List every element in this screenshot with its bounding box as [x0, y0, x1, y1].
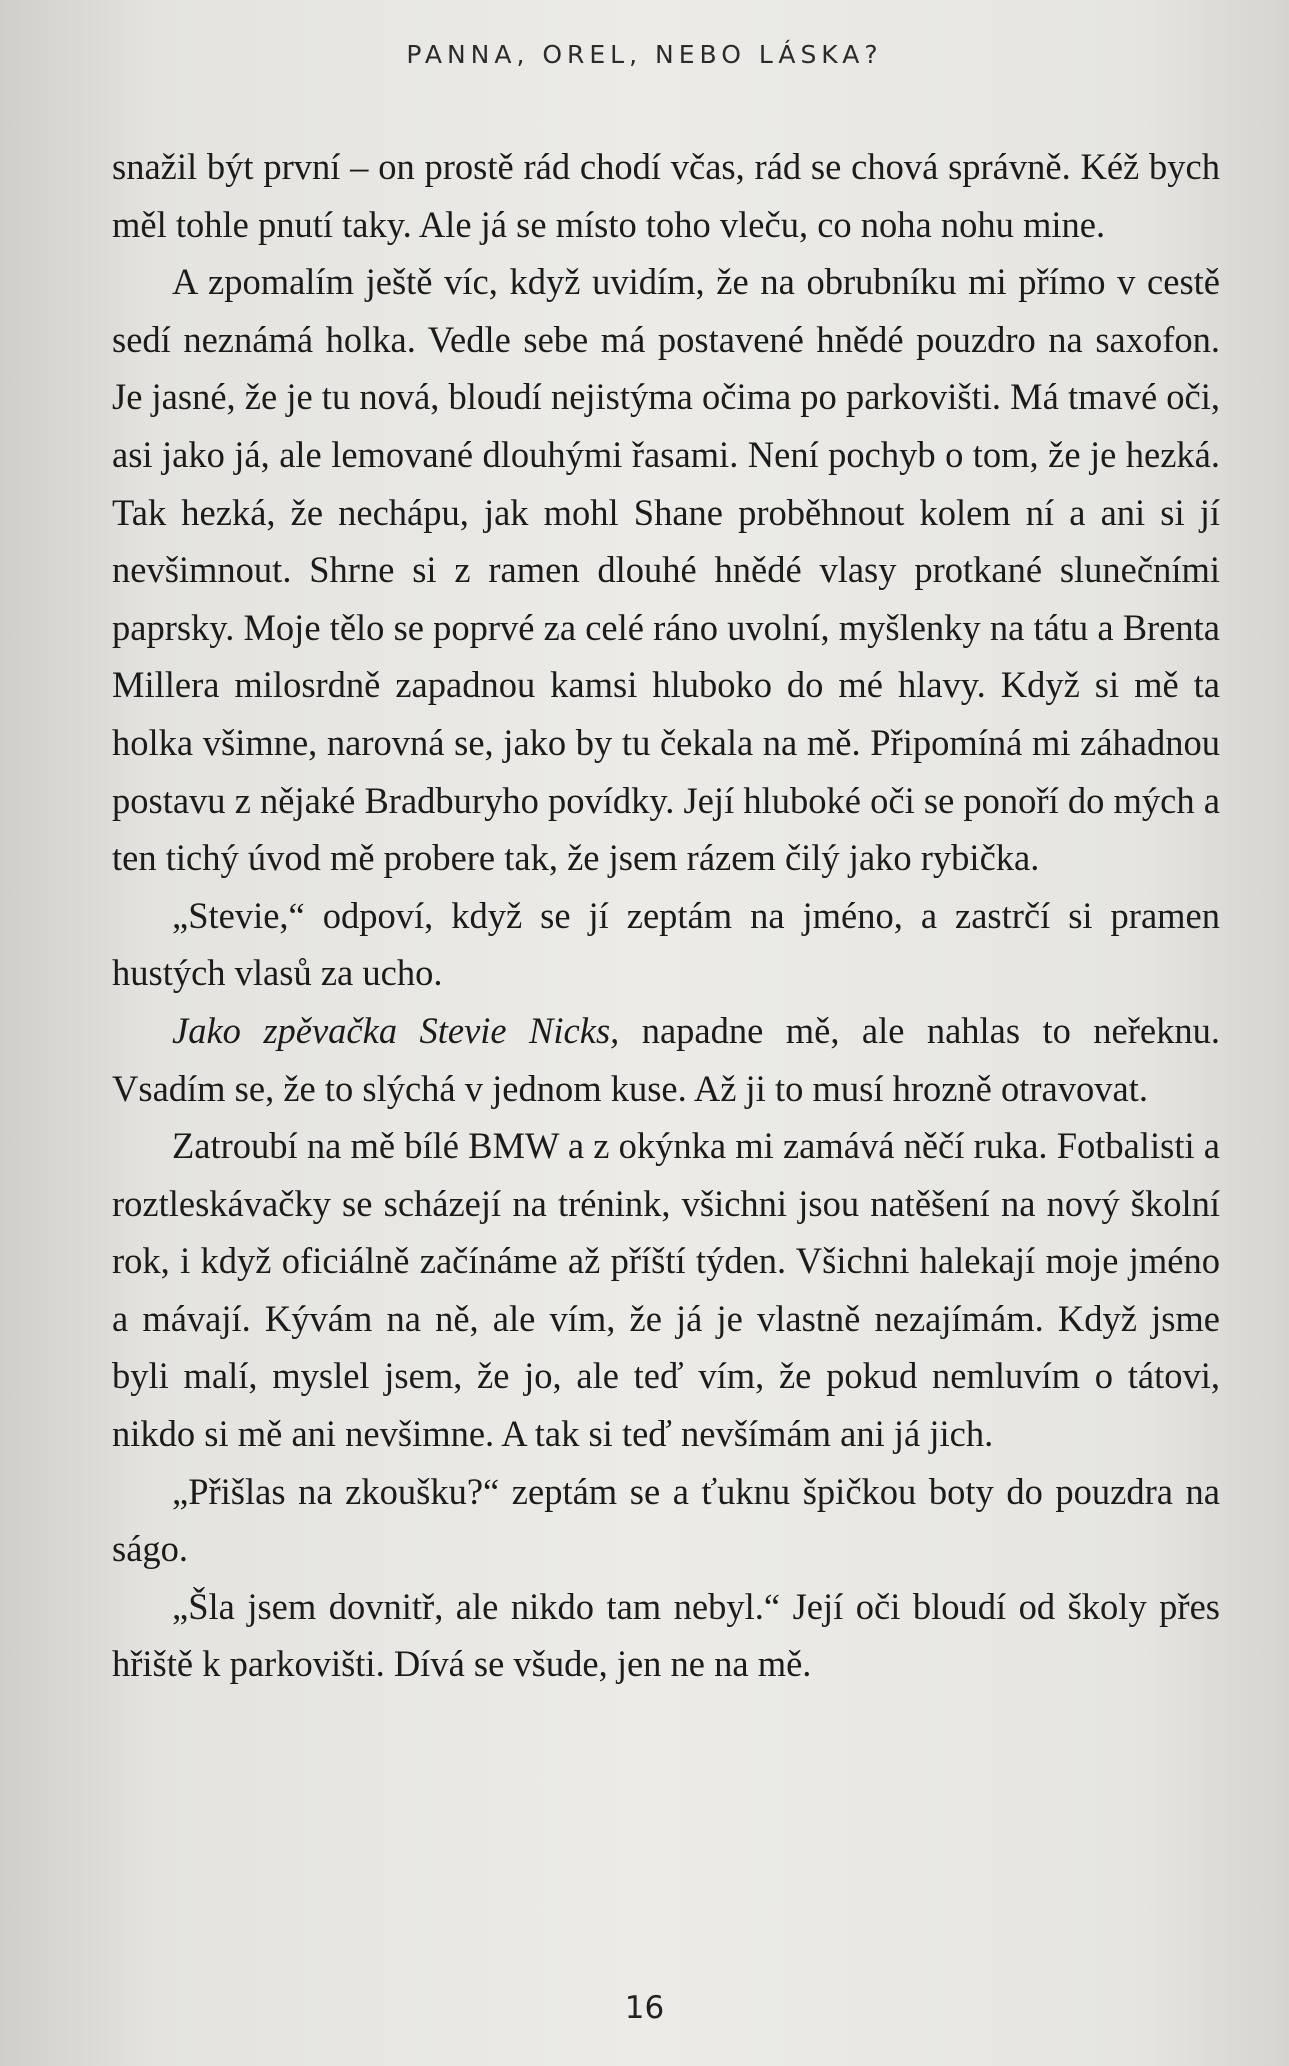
paragraph-continuation: napadne mě, ale nahlas to neřeknu. Vsadím se, že to slýchá v jednom kuse. Až ji to musí hrozně otravovat.: [112, 1009, 1220, 1109]
paragraph: „Šla jsem dovnitř, ale nikdo tam nebyl.“ Její oči bloudí od školy přes hřiště k parkovišti. Dívá se všude, jen ne na mě.: [112, 1585, 1220, 1685]
paragraph: A zpomalím ještě víc, když uvidím, že na obrubníku mi přímo v cestě sedí neznámá holka. Vedle sebe má postavené hnědé pouzdro na saxofon. Je jasné, že je tu nová, bloudí nejistýma očima po parkovišti. Má tmavé oči, asi jako já, ale lemované dlouhými řasami. Není pochyb o tom, že je hezká. Tak hezká, že nechápu, jak mohl Shane proběhnout kolem ní a ani si jí nevšimnout. Shrne si z ramen dlouhé hnědé vlasy protkané slunečními paprsky. Moje tělo se poprvé za celé ráno uvolní, myšlenky na tátu a Brenta Millera milosrdně zapadnou kamsi hluboko do mé hlavy. Když si mě ta holka všimne, narovná se, jako by tu čekala na mě. Připomíná mi záhadnou postavu z nějaké Bradburyho povídky. Její hluboké oči se ponoří do mých a ten tichý úvod mě probere tak, že jsem rázem čilý jako rybička.: [112, 261, 1220, 879]
page-number: 16: [624, 1990, 665, 2026]
body-text: [112, 138, 1220, 1693]
paragraph: snažil být první – on prostě rád chodí včas, rád se chová správně. Kéž bych měl tohle pnutí taky. Ale já se místo toho vleču, co noha nohu mine.: [112, 146, 1220, 245]
paragraph: „Stevie,“ odpoví, když se jí zeptám na jméno, a zastrčí si pramen hustých vlasů za ucho.: [112, 894, 1220, 994]
paragraph: Zatroubí na mě bílé BMW a z okýnka mi zamává něčí ruka. Fotbalisti a roztleskávačky se scházejí na trénink, všichni jsou natěšení na nový školní rok, i když oficiálně začínáme až příští týden. Všichni halekají moje jméno a mávají. Kývám na ně, ale vím, že já je vlastně nezajímám. Když jsme byli malí, myslel jsem, že jo, ale teď vím, že pokud nemluvím o tátovi, nikdo si mě ani nevšimne. A tak si teď nevšímám ani já jich.: [112, 1125, 1220, 1455]
running-header: PANNA, OREL, NEBO LÁSKA?: [406, 40, 883, 69]
paragraph: [112, 1002, 1220, 1117]
italic-phrase: Jako zpěvačka Stevie Nicks,: [172, 1009, 620, 1051]
paragraph: „Přišlas na zkoušku?“ zeptám se a ťuknu špičkou boty do pouzdra na ságo.: [112, 1470, 1220, 1570]
